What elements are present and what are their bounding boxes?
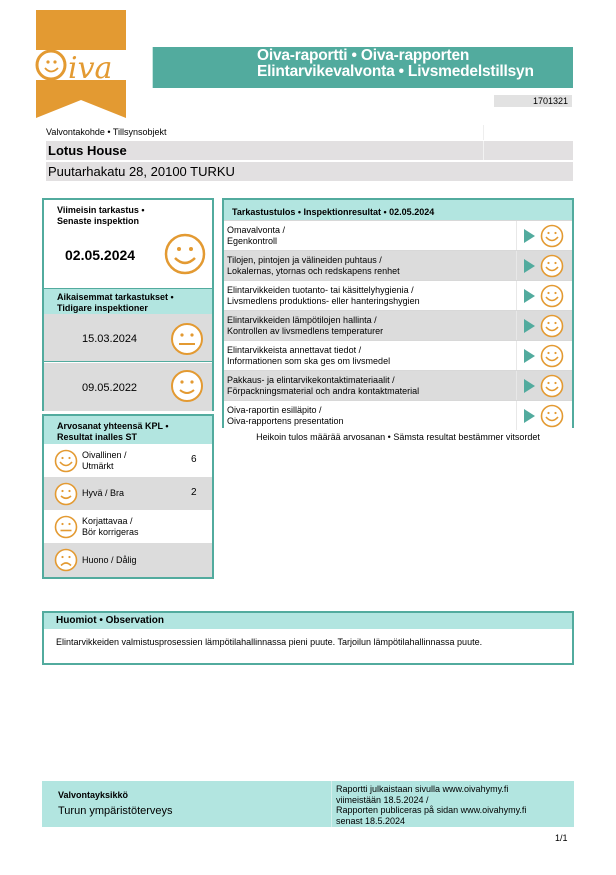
result-label [227, 345, 390, 367]
smiley-happy-icon [164, 233, 206, 275]
footer [42, 781, 574, 827]
inspections-panel [42, 198, 214, 411]
result-label-fi: Elintarvikkeiden lämpötilojen hallinta / [227, 315, 377, 325]
previous-inspection-row [44, 314, 212, 362]
play-arrow-icon [524, 379, 535, 393]
play-arrow-icon [524, 289, 535, 303]
grade-row-good [44, 477, 212, 510]
publish-line: Rapporten publiceras på sidan www.oivahymy.fi [336, 805, 527, 815]
smiley-good-icon [170, 369, 204, 403]
page-number: 1/1 [555, 833, 568, 843]
result-row [224, 400, 572, 428]
grade-row-poor [44, 543, 212, 577]
latest-inspection [44, 200, 212, 288]
label-line: Senaste inspektion [57, 216, 140, 226]
result-label [227, 285, 420, 307]
grade-totals-label [44, 416, 212, 444]
svg-text:iva: iva [68, 51, 113, 86]
column-divider [516, 341, 517, 370]
previous-inspection-row [44, 363, 212, 411]
latest-inspection-label [57, 205, 145, 227]
smiley-good-icon [54, 482, 78, 506]
results-note: Heikoin tulos määrää arvosanan • Sämsta resultat bestämmer vitsordet [256, 432, 540, 442]
smiley-excellent-icon [540, 254, 564, 278]
oiva-logo [30, 10, 140, 118]
result-label-fi: Omavalvonta / [227, 225, 286, 235]
result-label [227, 375, 419, 397]
result-label-fi: Elintarvikkeiden tuotanto- tai käsittelyhygienia / [227, 285, 414, 295]
observation-title: Huomiot • Observation [44, 613, 572, 629]
previous-inspections-label [44, 288, 212, 314]
result-label-sv: Livsmedlens produktions- eller hanteringshygien [227, 296, 420, 306]
column-divider [516, 371, 517, 400]
smiley-sad-icon [54, 548, 78, 572]
publish-line: senast 18.5.2024 [336, 815, 406, 826]
label-line: Viimeisin tarkastus • [57, 205, 145, 215]
report-title-bar [152, 47, 573, 88]
result-row [224, 370, 572, 400]
result-row [224, 280, 572, 310]
result-row [224, 340, 572, 370]
smiley-excellent-icon [540, 344, 564, 368]
unit-name: Turun ympäristöterveys [58, 805, 173, 817]
empty-cell [483, 141, 573, 160]
result-label-fi: Tilojen, pintojen ja välineiden puhtaus / [227, 255, 382, 265]
grade-count: 6 [191, 454, 197, 465]
grade-label: Bör korrigeras [82, 527, 139, 537]
result-label [227, 255, 400, 277]
result-label [227, 315, 383, 337]
smiley-neutral-icon [170, 322, 204, 356]
report-title-line1: Oiva-raportti • Oiva-rapporten [257, 47, 470, 64]
column-divider [516, 311, 517, 340]
play-arrow-icon [524, 319, 535, 333]
object-name-text: Lotus House [48, 143, 127, 158]
inspection-date: 09.05.2022 [82, 382, 138, 394]
grade-label: Korjattavaa / [82, 516, 133, 526]
smiley-excellent-icon [54, 449, 78, 473]
publish-info [336, 784, 526, 826]
label-line: Tidigare inspektioner [57, 303, 148, 313]
object-name [46, 141, 573, 160]
result-row [224, 250, 572, 280]
grade-row-needs-correction [44, 510, 212, 543]
smiley-excellent-icon [540, 284, 564, 308]
grade-row-excellent [44, 444, 212, 477]
result-label-sv: Förpackningsmaterial och andra kontaktmaterial [227, 386, 420, 396]
result-row [224, 310, 572, 340]
result-label [227, 225, 285, 247]
report-title-line2: Elintarvikevalvonta • Livsmedelstillsyn [257, 63, 534, 80]
column-divider [516, 401, 517, 430]
object-label [46, 125, 573, 140]
column-divider [516, 251, 517, 280]
report-id: 1701321 [494, 95, 572, 107]
grade-label: Huono / Dålig [82, 555, 137, 565]
label-line: Aikaisemmat tarkastukset • [57, 292, 174, 302]
grade-label: Oivallinen / [82, 450, 127, 460]
column-divider [516, 221, 517, 250]
smiley-excellent-icon [540, 314, 564, 338]
publish-line: viimeistään 18.5.2024 / [336, 794, 429, 805]
footer-divider [331, 781, 332, 827]
grade-label: Hyvä / Bra [82, 488, 125, 498]
play-arrow-icon [524, 349, 535, 363]
object-address: Puutarhakatu 28, 20100 TURKU [46, 162, 573, 181]
play-arrow-icon [524, 409, 535, 423]
column-divider [516, 281, 517, 310]
observation-text: Elintarvikkeiden valmistusprosessien lämpötilahallinnassa pieni puute. Tarjoilun lämpötilahallinnassa puute. [56, 637, 483, 647]
smiley-excellent-icon [540, 404, 564, 428]
result-label-sv: Lokalernas, ytornas och redskapens renhet [227, 266, 400, 276]
result-label-fi: Oiva-raportin esilläpito / [227, 405, 322, 415]
play-arrow-icon [524, 259, 535, 273]
result-row [224, 220, 572, 250]
object-label-text: Valvontakohde • Tillsynsobjekt [46, 127, 167, 137]
result-label-fi: Pakkaus- ja elintarvikekontaktimateriaalit / [227, 375, 395, 385]
grade-totals-panel [42, 414, 214, 579]
smiley-excellent-icon [540, 374, 564, 398]
result-label-sv: Informationen som ska ges om livsmedel [227, 356, 391, 366]
result-label-sv: Egenkontroll [227, 236, 278, 246]
latest-inspection-date: 02.05.2024 [65, 247, 136, 263]
grade-label: Utmärkt [82, 461, 114, 471]
inspection-results-title: Tarkastustulos • Inspektionresultat • 02.05.2024 [224, 200, 572, 220]
smiley-excellent-icon [540, 224, 564, 248]
smiley-neutral-icon [54, 515, 78, 539]
inspection-results-panel [222, 198, 574, 428]
grade-count: 2 [191, 487, 197, 498]
result-label-sv: Oiva-rapportens presentation [227, 416, 344, 426]
empty-cell [483, 125, 573, 140]
publish-line: Raportti julkaistaan sivulla www.oivahymy.fi [336, 784, 509, 794]
label-line: Arvosanat yhteensä KPL • [57, 421, 169, 431]
result-label [227, 405, 344, 427]
label-line: Resultat inalles ST [57, 432, 138, 442]
unit-label: Valvontayksikkö [58, 790, 129, 800]
result-label-fi: Elintarvikkeista annettavat tiedot / [227, 345, 362, 355]
inspection-date: 15.03.2024 [82, 333, 138, 345]
result-label-sv: Kontrollen av livsmedlens temperaturer [227, 326, 384, 336]
observation-panel [42, 611, 574, 665]
play-arrow-icon [524, 229, 535, 243]
